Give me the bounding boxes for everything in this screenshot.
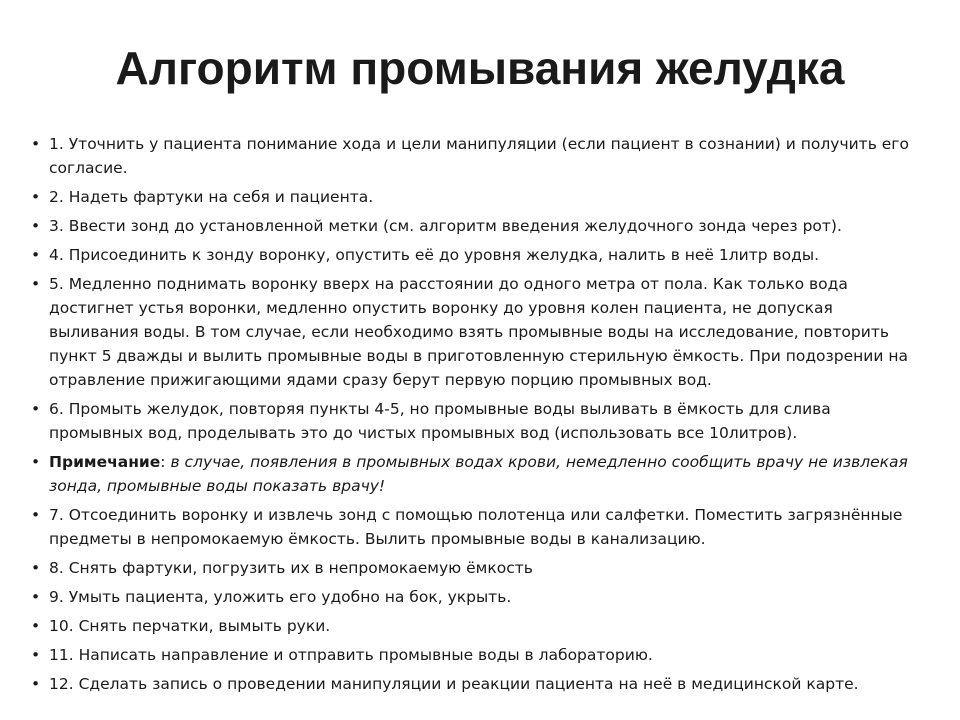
step-text: 4. Присоединить к зонду воронку, опустить её до уровня желудка, налить в неё 1литр воды.	[49, 246, 820, 264]
note-label: Примечание	[49, 453, 161, 471]
list-item-step-1	[31, 132, 911, 180]
slide-title: Алгоритм промывания желудка	[115, 42, 845, 94]
bullet-icon: •	[31, 559, 41, 577]
bullet-icon: •	[31, 400, 41, 418]
bullet-icon: •	[31, 453, 41, 471]
list-item-step-11	[31, 643, 911, 667]
note-separator: :	[160, 453, 171, 471]
list-item-note	[31, 450, 911, 498]
list-item-step-12	[31, 672, 911, 696]
bullet-icon: •	[31, 246, 41, 264]
bullet-icon: •	[31, 506, 41, 524]
step-text: 9. Умыть пациента, уложить его удобно на бок, укрыть.	[49, 588, 512, 606]
bullet-icon: •	[31, 675, 41, 693]
step-text: 2. Надеть фартуки на себя и пациента.	[49, 188, 374, 206]
bullet-icon: •	[31, 217, 41, 235]
step-text: 7. Отсоединить воронку и извлечь зонд с помощью полотенца или салфетки. Поместить загрязнённые предметы в непромокаемую ёмкость. Вылить промывные воды в канализацию.	[49, 506, 903, 548]
step-text: 12. Сделать запись о проведении манипуляции и реакции пациента на неё в медицинской карте.	[49, 675, 859, 693]
step-text: 10. Снять перчатки, вымыть руки.	[49, 617, 331, 635]
step-text: 6. Промыть желудок, повторяя пункты 4-5, но промывные воды выливать в ёмкость для слива промывных вод, проделывать это до чистых промывных вод (использовать все 10литров).	[49, 400, 831, 442]
bullet-icon: •	[31, 617, 41, 635]
bullet-icon: •	[31, 135, 41, 153]
step-text: 1. Уточнить у пациента понимание хода и цели манипуляции (если пациент в сознании) и получить его согласие.	[49, 135, 909, 177]
list-item-step-7	[31, 503, 911, 551]
step-text: 11. Написать направление и отправить промывные воды в лабораторию.	[49, 646, 653, 664]
list-item-step-6	[31, 397, 911, 445]
list-item-step-2	[31, 185, 911, 209]
list-item-step-4	[31, 243, 911, 267]
step-text: 8. Снять фартуки, погрузить их в непромокаемую ёмкость	[49, 559, 533, 577]
algorithm-steps-list	[31, 132, 911, 701]
note-text: в случае, появления в промывных водах крови, немедленно сообщить врачу не извлекая зонда, промывные воды показать врачу!	[49, 453, 908, 495]
list-item-step-10	[31, 614, 911, 638]
step-text: 3. Ввести зонд до установленной метки (см. алгоритм введения желудочного зонда через рот).	[49, 217, 842, 235]
step-text: 5. Медленно поднимать воронку вверх на расстоянии до одного метра от пола. Как только вода достигнет устья воронки, медленно опустить воронку до уровня колен пациента, не допуская выливания воды. В том случае, если необходимо взять промывные воды на исследование, повторить пункт 5 дважды и вылить промывные воды в приготовленную стерильную ёмкость. При подозрении на отравление прижигающими ядами сразу берут первую порцию промывных вод.	[49, 275, 908, 389]
bullet-icon: •	[31, 646, 41, 664]
bullet-icon: •	[31, 275, 41, 293]
list-item-step-5	[31, 272, 911, 392]
list-item-step-8	[31, 556, 911, 580]
bullet-icon: •	[31, 588, 41, 606]
list-item-step-9	[31, 585, 911, 609]
bullet-icon: •	[31, 188, 41, 206]
list-item-step-3	[31, 214, 911, 238]
